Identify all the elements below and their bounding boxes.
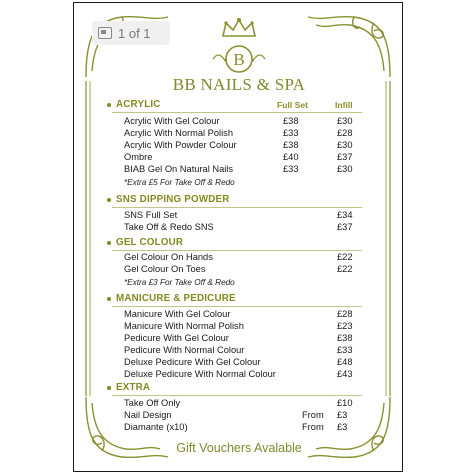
list-item: Deluxe Pedicure With Gel Colour (124, 357, 261, 367)
section-sns (107, 194, 230, 205)
price-infill: £30 (337, 164, 353, 174)
price-full: £40 (283, 152, 299, 162)
price: £43 (337, 369, 353, 379)
monogram-letter: B (233, 50, 245, 69)
price: £33 (337, 345, 353, 355)
list-item: Take Off Only (124, 398, 181, 408)
list-item: Manicure With Normal Polish (124, 321, 244, 331)
price-full: £33 (283, 128, 299, 138)
ornament-border-left (84, 81, 92, 396)
section-title: EXTRA (116, 382, 151, 393)
section-manicure-pedicure (107, 293, 236, 304)
price-infill: £37 (337, 152, 353, 162)
price: £37 (337, 222, 353, 232)
bullet-icon (107, 297, 111, 301)
price: £48 (337, 357, 353, 367)
section-title: GEL COLOUR (116, 237, 184, 248)
section-title: SNS DIPPING POWDER (116, 194, 230, 205)
list-item: Acrylic With Normal Polish (124, 128, 233, 138)
list-item: Take Off & Redo SNS (124, 222, 214, 232)
column-header-infill: Infill (335, 100, 353, 110)
bullet-icon (107, 198, 111, 202)
divider (112, 207, 362, 208)
section-acrylic (107, 99, 161, 110)
page-counter-text: 1 of 1 (118, 25, 151, 41)
note-text: *Extra £3 For Take Off & Redo (124, 278, 235, 287)
price: £22 (337, 264, 353, 274)
price-prefix: From (302, 410, 324, 420)
page-counter (92, 21, 170, 45)
section-title: ACRYLIC (116, 99, 161, 110)
list-item: Gel Colour On Hands (124, 252, 213, 262)
list-item: Nail Design (124, 410, 172, 420)
list-item: BIAB Gel On Natural Nails (124, 164, 234, 174)
price: £10 (337, 398, 353, 408)
price-full: £38 (283, 116, 299, 126)
list-item: Diamante (x10) (124, 422, 188, 432)
divider (112, 112, 362, 113)
section-title: MANICURE & PEDICURE (116, 293, 236, 304)
divider (112, 306, 362, 307)
price-prefix: From (302, 422, 324, 432)
price-full: £38 (283, 140, 299, 150)
bullet-icon (107, 241, 111, 245)
list-item: Manicure With Gel Colour (124, 309, 231, 319)
column-header-full-set: Full Set (277, 100, 309, 110)
list-item: Pedicure With Gel Colour (124, 333, 229, 343)
crown-icon (220, 17, 258, 39)
price: £22 (337, 252, 353, 262)
bullet-icon (107, 386, 111, 390)
bullet-icon (107, 103, 111, 107)
list-item: Acrylic With Gel Colour (124, 116, 220, 126)
list-item: Acrylic With Powder Colour (124, 140, 237, 150)
price: £3 (337, 410, 348, 420)
footer-gift-vouchers: Gift Vouchers Avalable (176, 441, 302, 455)
pages-icon (98, 27, 112, 39)
price: £23 (337, 321, 353, 331)
section-extra (107, 382, 150, 393)
section-gel-colour (107, 237, 183, 248)
list-item: Ombre (124, 152, 153, 162)
price: £38 (337, 333, 353, 343)
price-infill: £30 (337, 116, 353, 126)
price-infill: £28 (337, 128, 353, 138)
list-item: Gel Colour On Toes (124, 264, 206, 274)
price: £34 (337, 210, 353, 220)
divider (112, 250, 362, 251)
list-item: Deluxe Pedicure With Normal Colour (124, 369, 276, 379)
list-item: SNS Full Set (124, 210, 178, 220)
ornament-border-right (384, 81, 392, 396)
divider (112, 395, 362, 396)
note-text: *Extra £5 For Take Off & Redo (124, 178, 235, 187)
brand-logo (149, 17, 329, 99)
menu-page (73, 2, 403, 472)
brand-name: BB NAILS & SPA (172, 75, 306, 94)
list-item: Pedicure With Normal Colour (124, 345, 245, 355)
price: £28 (337, 309, 353, 319)
price-full: £33 (283, 164, 299, 174)
price-infill: £30 (337, 140, 353, 150)
price: £3 (337, 422, 348, 432)
